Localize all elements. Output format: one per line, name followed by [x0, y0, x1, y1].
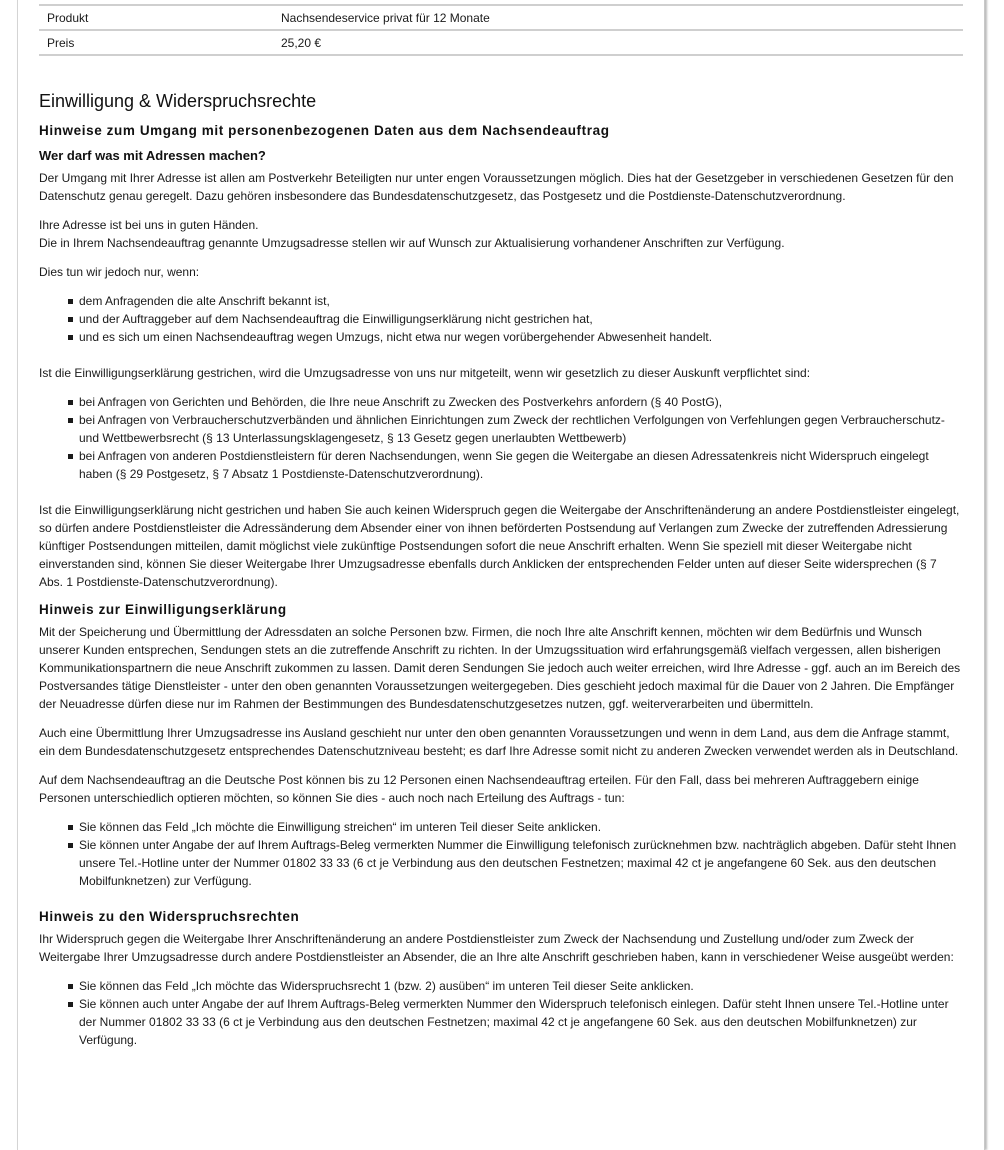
- square-bullet-icon: [68, 400, 73, 405]
- list-item: [79, 292, 963, 310]
- square-bullet-icon: [68, 418, 73, 423]
- consent-options-list: [39, 818, 963, 890]
- list-item-text: und der Auftraggeber auf dem Nachsendeauftrag die Einwilligungserklärung nicht gestrichen hat,: [79, 312, 593, 326]
- square-bullet-icon: [68, 984, 73, 989]
- objection-notice-paragraph: Ihr Widerspruch gegen die Weitergabe Ihrer Anschriftenänderung an andere Postdienstleister zum Zweck der Nachsendung und Zustellung und/oder zum Zweck der Weitergabe Ihrer Umzugsadresse durch andere Postdienstleister an Absender, die an Ihre alte Anschrift geschrieben haben, kann in verschiedener Weise ausgeübt werden:: [39, 932, 954, 964]
- order-summary-table: [39, 4, 963, 56]
- forwarding-paragraph: Ist die Einwilligungserklärung nicht gestrichen und haben Sie auch keinen Widerspruch gegen die Weitergabe der Anschriftenänderung an andere Postdienstleister eingelegt, so dürfen andere Postdienstleister die Adressänderung dem Absender einer von ihnen beförderten Postsendung auf Verlangen zum Zwecke der zutreffenden Adressierung künftiger Postsendungen mitteilen, damit möglichst viele zukünftige Postsendungen sofort die neue Anschrift erhalten. Wenn Sie speziell mit dieser Weitergabe nicht einverstanden sind, können Sie dieser Weitergabe Ihrer Umzugsadresse ebenfalls durch Anklicken der entsprechenden Felder unten auf dieser Seite widersprechen (§ 7 Abs. 1 Postdienste-Datenschutzverordnung).: [39, 503, 960, 589]
- square-bullet-icon: [68, 825, 73, 830]
- list-item: [79, 977, 963, 995]
- list-item: [79, 328, 963, 346]
- consent-notice-paragraph-1: Mit der Speicherung und Übermittlung der Adressdaten an solche Personen bzw. Firmen, die noch Ihre alte Anschrift kennen, möchten wir dem Bedürfnis und Wunsch unserer Kunden entsprechen, Sendungen stets an die zutreffende Anschrift zu richten. In der Umzugssituation wird erfahrungsgemäß vielfach vergessen, allen bisherigen Kommunikationspartnern die neue Anschrift zukommen zu lassen. Damit deren Sendungen Sie jedoch auch weiter erreichen, wird Ihre Adresse - ggf. auch an im Bereich des Postversandes tätige Dienstleister - unter den oben genannten Voraussetzungen weitergegeben. Dies geschieht jedoch maximal für die Dauer von 2 Jahren. Die Empfänger der Neuadresse dürfen diese nur im Rahmen der Bestimmungen des Bundesdatenschutzgesetzes nutzen, ggf. weiterverarbeiten und übermitteln.: [39, 625, 961, 711]
- price-label: Preis: [39, 30, 273, 55]
- list-item: [79, 411, 963, 447]
- address-safety-paragraph: [39, 216, 963, 252]
- consent-notice-heading: Hinweis zur Einwilligungserklärung: [39, 602, 287, 617]
- list-item-text: Sie können das Feld „Ich möchte das Widerspruchsrecht 1 (bzw. 2) ausüben“ im unteren Teil dieser Seite anklicken.: [79, 979, 694, 993]
- square-bullet-icon: [68, 335, 73, 340]
- conditions-intro: Dies tun wir jedoch nur, wenn:: [39, 265, 200, 279]
- content-area: [39, 0, 963, 1049]
- list-item: [79, 310, 963, 328]
- list-item-text: dem Anfragenden die alte Anschrift bekannt ist,: [79, 294, 330, 308]
- square-bullet-icon: [68, 1002, 73, 1007]
- address-safety-line: Ihre Adresse ist bei uns in guten Händen.: [39, 218, 259, 232]
- list-item-text: Sie können unter Angabe der auf Ihrem Auftrags-Beleg vermerkten Nummer die Einwilligung telefonisch zurücknehmen bzw. nachträglich abgeben. Dafür steht Ihnen unsere Tel.-Hotline unter der Nummer 01802 33 33 (6 ct je Verbindung aus den deutschen Festnetzen; maximal 42 ct je angefangene 60 Sek. aus den deutschen Mobilfunknetzen) zur Verfügung.: [79, 838, 957, 888]
- objection-options-list: [39, 977, 963, 1049]
- objection-notice-heading: Hinweis zu den Widerspruchsrechten: [39, 909, 300, 924]
- square-bullet-icon: [68, 299, 73, 304]
- product-value: Nachsendeservice privat für 12 Monate: [273, 5, 963, 30]
- table-row: [39, 30, 963, 55]
- table-row: [39, 5, 963, 30]
- list-item: [79, 447, 963, 483]
- address-provision-line: Die in Ihrem Nachsendeauftrag genannte Umzugsadresse stellen wir auf Wunsch zur Aktualisierung vorhandener Anschriften zur Verfügung.: [39, 236, 785, 250]
- consent-notice-paragraph-2: Auch eine Übermittlung Ihrer Umzugsadresse ins Ausland geschieht nur unter den oben genannten Voraussetzungen und wenn in dem Land, aus dem die Anfrage stammt, ein dem Bundesdatenschutzgesetz entsprechendes Datenschutzniveau besteht; es darf Ihre Adresse somit nicht zu anderen Zwecken verwendet werden als in Deutschland.: [39, 726, 959, 758]
- data-protection-paragraph: Der Umgang mit Ihrer Adresse ist allen am Postverkehr Beteiligten nur unter engen Voraussetzungen möglich. Dies hat der Gesetzgeber in verschiedenen Gesetzen für den Datenschutz genau geregelt. Dazu gehören insbesondere das Bundesdatenschutzgesetz, das Postgesetz und die Postdienste-Datenschutzverordnung.: [39, 171, 954, 203]
- conditions-list: [39, 292, 963, 346]
- list-item-text: Sie können das Feld „Ich möchte die Einwilligung streichen“ im unteren Teil dieser Seite anklicken.: [79, 820, 602, 834]
- legal-obligation-intro: Ist die Einwilligungserklärung gestrichen, wird die Umzugsadresse von uns nur mitgeteilt, wenn wir gesetzlich zu dieser Auskunft verpflichtet sind:: [39, 366, 811, 380]
- list-item: [79, 393, 963, 411]
- list-item-text: und es sich um einen Nachsendeauftrag wegen Umzugs, nicht etwa nur wegen vorübergehender Abwesenheit handelt.: [79, 330, 713, 344]
- consent-section-title: Einwilligung & Widerspruchsrechte: [39, 91, 317, 111]
- square-bullet-icon: [68, 843, 73, 848]
- data-handling-heading: Hinweise zum Umgang mit personenbezogenen Daten aus dem Nachsendeauftrag: [39, 123, 610, 138]
- list-item: [79, 836, 963, 890]
- product-label: Produkt: [39, 5, 273, 30]
- square-bullet-icon: [68, 454, 73, 459]
- list-item: [79, 818, 963, 836]
- list-item-text: bei Anfragen von Verbraucherschutzverbänden und ähnlichen Einrichtungen zum Zweck der rechtlichen Verfolgungen von Verfehlungen gegen Verbraucherschutz- und Wettbewerbsrecht (§ 13 Unterlassungsklagengesetz, § 13 Gesetz gegen unerlaubten Wettbewerb): [79, 413, 945, 445]
- page-container: [17, 0, 985, 1150]
- list-item: [79, 995, 963, 1049]
- list-item-text: bei Anfragen von Gerichten und Behörden, die Ihre neue Anschrift zu Zwecken des Postverkehrs anfordern (§ 40 PostG),: [79, 395, 723, 409]
- price-value: 25,20 €: [273, 30, 963, 55]
- list-item-text: Sie können auch unter Angabe der auf Ihrem Auftrags-Beleg vermerkten Nummer den Widerspruch telefonisch einlegen. Dafür steht Ihnen unsere Tel.-Hotline unter der Nummer 01802 33 33 (6 ct je Verbindung aus den deutschen Festnetzen; maximal 42 ct je angefangene 60 Sek. aus den deutschen Mobilfunknetzen) zur Verfügung.: [79, 997, 949, 1047]
- legal-cases-list: [39, 393, 963, 483]
- square-bullet-icon: [68, 317, 73, 322]
- address-usage-subheading: Wer darf was mit Adressen machen?: [39, 148, 266, 163]
- list-item-text: bei Anfragen von anderen Postdienstleistern für deren Nachsendungen, wenn Sie gegen die Weitergabe an diesen Adressatenkreis nicht Widerspruch eingelegt haben (§ 29 Postgesetz, § 7 Absatz 1 Postdienste-Datenschutzverordnung).: [79, 449, 929, 481]
- consent-notice-paragraph-3: Auf dem Nachsendeauftrag an die Deutsche Post können bis zu 12 Personen einen Nachsendeauftrag erteilen. Für den Fall, dass bei mehreren Auftraggebern einige Personen unterschiedlich optieren möchten, so können Sie dies - auch noch nach Erteilung des Auftrags - tun:: [39, 773, 919, 805]
